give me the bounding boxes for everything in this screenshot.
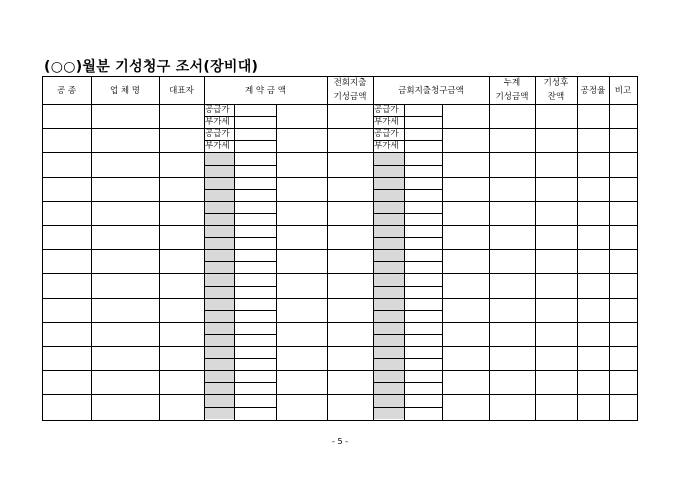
vat-label: 부가세 (374, 117, 399, 128)
header-prev-paid-2: 기성금액 (333, 92, 367, 102)
sub-row-line (373, 213, 442, 214)
table-bottom-border (42, 420, 638, 421)
sub-row-line (204, 286, 276, 287)
header-prev-paid: 전회지출 (333, 78, 367, 88)
page-title: (○○)월분 기성청구 조서(장비대) (44, 59, 259, 75)
sub-row-line (204, 165, 276, 166)
sub-row-line (373, 189, 442, 190)
sub-row-line (204, 213, 276, 214)
sub-row-line (204, 334, 276, 335)
row-line (42, 177, 637, 178)
header-progress-rate: 공정율 (580, 86, 606, 96)
column-line (637, 76, 638, 421)
sub-row-line (373, 407, 442, 408)
supply-price-label: 공급가 (205, 129, 230, 140)
sub-row-line (204, 237, 276, 238)
header-remaining: 기성후 (543, 78, 569, 88)
sub-row-line (373, 358, 442, 359)
header-remaining-2: 잔액 (547, 92, 565, 102)
sub-row-line (373, 286, 442, 287)
row-line (42, 249, 637, 250)
vat-label: 부가세 (205, 117, 230, 128)
sub-row-line (204, 407, 276, 408)
sub-row-line (373, 165, 442, 166)
row-line (42, 152, 637, 153)
row-line (42, 128, 637, 129)
vat-label: 부가세 (205, 141, 230, 152)
row-line (42, 201, 637, 202)
header-cumulative: 누계 (503, 78, 521, 88)
sub-column-line (442, 104, 443, 420)
sub-row-line (373, 382, 442, 383)
sub-row-line (204, 261, 276, 262)
supply-price-label: 공급가 (374, 129, 399, 140)
supply-price-label: 공급가 (205, 105, 230, 115)
sub-column-line (276, 104, 277, 420)
sub-row-line (373, 310, 442, 311)
page-number: - 5 - (332, 437, 348, 446)
sub-row-line (204, 310, 276, 311)
row-line (42, 370, 637, 371)
row-line (42, 346, 637, 347)
row-line (42, 322, 637, 323)
sub-row-line (204, 189, 276, 190)
sub-row-line (373, 334, 442, 335)
header-trade: 공 종 (56, 86, 77, 96)
row-line (42, 225, 637, 226)
row-line (42, 394, 637, 395)
sub-row-line (373, 261, 442, 262)
row-line (42, 273, 637, 274)
header-company: 업 체 명 (109, 86, 141, 96)
header-cumulative-2: 기성금액 (495, 92, 529, 102)
sub-row-line (204, 358, 276, 359)
sub-column-line (234, 104, 235, 420)
header-remarks: 비고 (614, 86, 632, 96)
sub-row-line (204, 382, 276, 383)
supply-price-label: 공급가 (374, 105, 399, 115)
header-bottom-border (42, 104, 637, 105)
header-current-claim: 금회지출청구금액 (398, 86, 464, 96)
sub-row-line (373, 237, 442, 238)
header-representative: 대표자 (169, 86, 194, 96)
sub-column-line (404, 104, 405, 420)
header-contract-amount: 계 약 금 액 (245, 86, 286, 96)
row-line (42, 298, 637, 299)
vat-label: 부가세 (374, 141, 399, 152)
